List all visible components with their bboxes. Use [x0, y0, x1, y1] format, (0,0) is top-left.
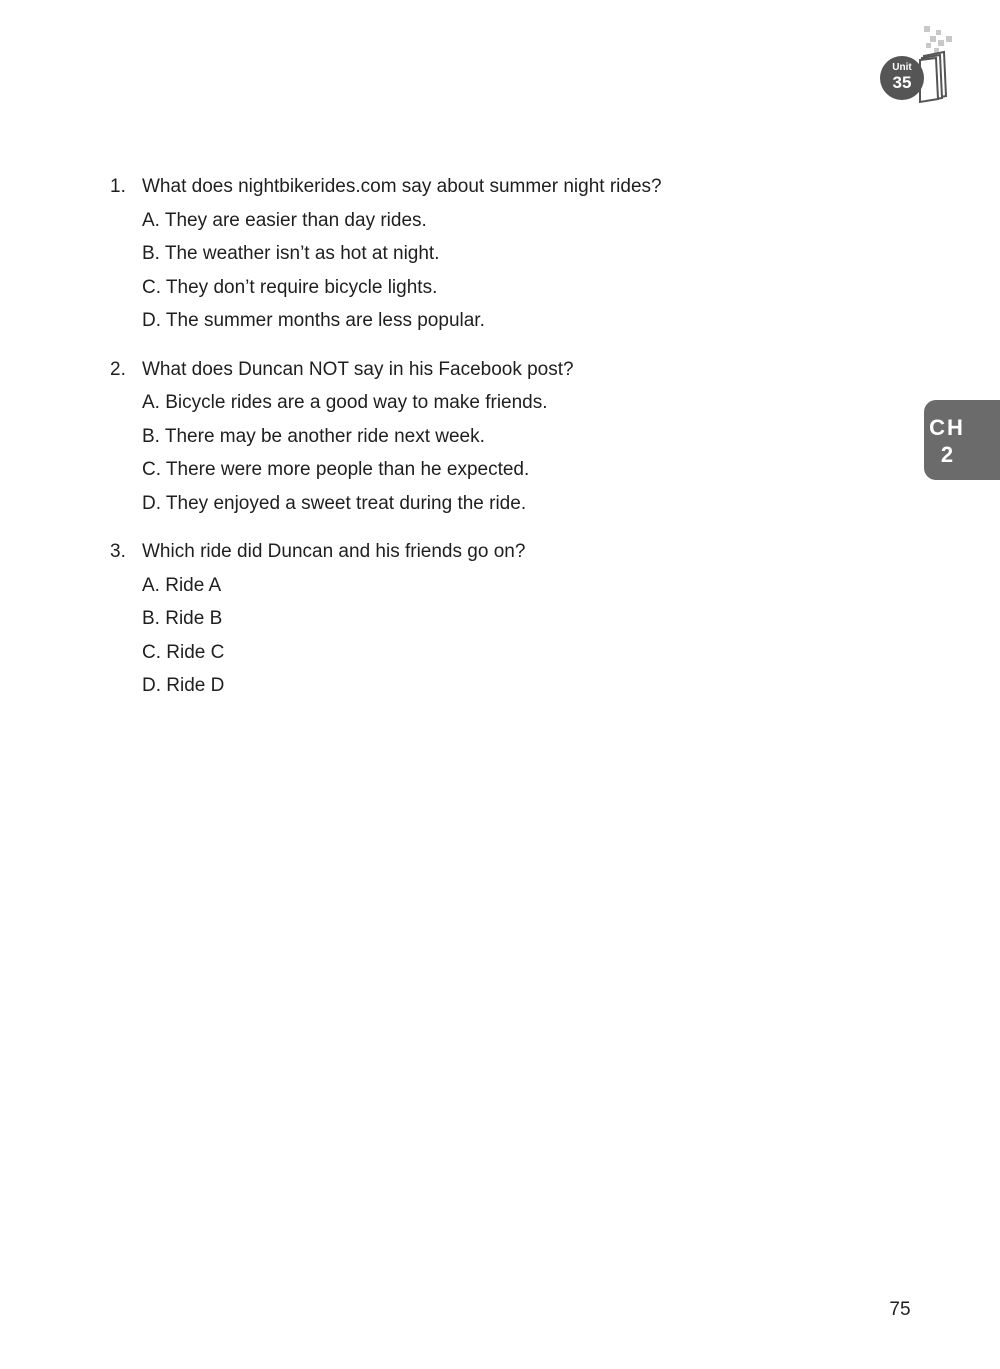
- option-b: B. Ride B: [142, 608, 223, 629]
- question-2: [110, 355, 890, 523]
- unit-number: 35: [892, 73, 912, 92]
- question-text: What does nightbikerides.com say about summer night rides?: [142, 176, 662, 197]
- option-c: C. They don’t require bicycle lights.: [142, 276, 438, 298]
- unit-circle: [880, 56, 924, 100]
- question-row: [110, 537, 890, 571]
- question-text: Which ride did Duncan and his friends go on?: [142, 541, 526, 562]
- unit-badge: [878, 26, 958, 106]
- option-c: C. Ride C: [142, 641, 225, 663]
- option-c: C. There were more people than he expected.: [142, 459, 530, 480]
- question-number: 1.: [110, 176, 126, 197]
- unit-label: Unit: [892, 62, 912, 73]
- question-text: What does Duncan NOT say in his Facebook post?: [142, 358, 574, 380]
- question-3: [110, 537, 890, 705]
- chapter-number: 2: [940, 442, 954, 467]
- page-number: 75: [889, 1299, 911, 1320]
- question-row: [110, 172, 890, 206]
- question-1: [110, 172, 890, 340]
- question-list: [110, 172, 890, 720]
- option-d: D. Ride D: [142, 675, 225, 696]
- question-row: [110, 355, 890, 389]
- question-number: 2.: [110, 358, 126, 380]
- chapter-tab: [924, 400, 1000, 480]
- option-a: A. Bicycle rides are a good way to make friends.: [142, 392, 548, 413]
- question-number: 3.: [110, 541, 126, 562]
- option-d: D. They enjoyed a sweet treat during the ride.: [142, 492, 527, 514]
- chapter-label: CH: [929, 415, 965, 440]
- option-b: B. The weather isn’t as hot at night.: [142, 243, 440, 264]
- option-b: B. There may be another ride next week.: [142, 425, 485, 447]
- option-d: D. The summer months are less popular.: [142, 310, 485, 331]
- option-a: A. Ride A: [142, 574, 222, 596]
- option-a: A. They are easier than day rides.: [142, 209, 427, 231]
